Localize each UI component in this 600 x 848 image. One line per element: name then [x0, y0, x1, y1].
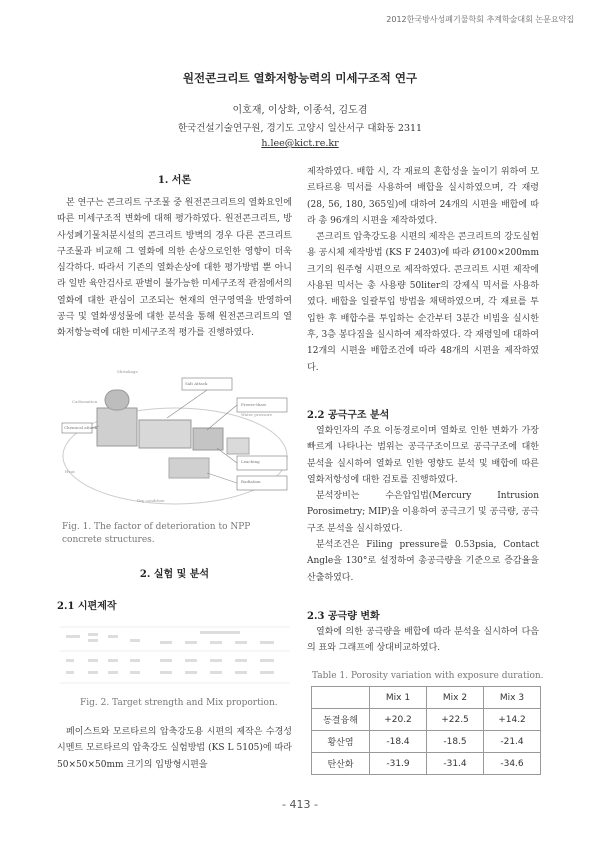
reactor-building-block — [97, 408, 137, 446]
table-cell: 동결융해 — [312, 709, 370, 731]
reactor-dome — [105, 390, 129, 410]
section-porosity-heading: 2.3 공극량 변화 — [307, 611, 380, 622]
intro-text: 본 연구는 콘크리트 구조물 중 원전콘크리트의 열화요인에 따른 미세구조적 변화에 대해 평가하였다. 원전콘크리트, 방사성폐기물처분시설의 콘크리트 방벽의 경우 다른 콘크리트 구조물과 비교해 그 열화에 의한 손상으로인한 영향이 더욱 심각하다. 따라서 기존의 열화손상에 대한 평가방법 뿐 아니라 일반 육안검사로 판별이 불가능한 미세구조적 관점에서의 열화에 대한 관심이 고조되는 현재의 연구영역을 반영하여 공극 및 열화생성물에 대한 분석을 통해 원전콘크리트의 열화저항능력에 대한 미세구조적 평가를 진행하였다. — [57, 198, 292, 339]
specimen-paragraph — [57, 724, 292, 773]
turbine-building-block — [139, 420, 191, 448]
pore-paragraph — [307, 423, 539, 586]
deterioration-diagram-svg — [57, 368, 292, 508]
fig2-faint-cells — [66, 631, 274, 674]
fig1-label-6: Leaching — [241, 459, 260, 464]
pore-text-2: 분석장비는 수은압입법(Mercury Intrusion Porosimetry; MIP)을 이용하여 공극크기 및 공극량, 공극구조 분석을 실시하였다. — [307, 491, 539, 534]
figure-1-diagram — [57, 368, 292, 508]
fig1-label-8: Radiation — [241, 479, 261, 484]
table-row — [312, 731, 541, 753]
intro-paragraph — [57, 195, 292, 342]
table-row — [312, 753, 541, 775]
fig1-label-5: Chemical attack — [64, 425, 97, 430]
section-pore-heading: 2.2 공극구조 분석 — [307, 410, 390, 421]
paper-authors: 이호재, 이상화, 이종석, 김도겸 — [232, 105, 368, 116]
right-paragraph-1 — [307, 164, 539, 376]
fig1-label-9: Dry condition — [137, 498, 165, 503]
fig1-label-1: Salt Attack — [185, 381, 208, 386]
section-intro-heading: 1. 서론 — [157, 175, 192, 186]
fig1-label-4: Water pressure — [241, 412, 273, 417]
table-cell: +22.5 — [427, 709, 484, 731]
figure-1-caption: Fig. 1. The factor of deterioration to NPP concrete structures. — [62, 522, 251, 545]
author-email-link[interactable]: h.lee@kict.re.kr — [261, 138, 339, 149]
aux-building-block — [193, 428, 223, 450]
foundation-block — [169, 458, 209, 478]
arrow-line-4 — [207, 473, 237, 483]
fig1-label-3: Freeze-thaw — [241, 402, 267, 407]
figure-2-caption: Fig. 2. Target strength and Mix proportion. — [80, 698, 278, 708]
paper-title: 원전콘크리트 열화저항능력의 미세구조적 연구 — [182, 71, 418, 85]
right-text-1: 제작하였다. 배합 시, 각 재료의 혼합성을 높이기 위하여 모르타르용 믹서를 사용하여 배합을 실시하였으며, 각 재령 (28, 56, 180, 365일)에 대하여 24개의 시편을 배합에 따라 총 96개의 시편을 제작하였다. — [307, 167, 539, 226]
table-header-cell — [312, 687, 370, 709]
table-row — [312, 709, 541, 731]
table-cell: -21.4 — [484, 731, 541, 753]
table-cell: 황산염 — [312, 731, 370, 753]
fig1-label-0: Shrinkage — [117, 369, 138, 374]
table-cell: -18.5 — [427, 731, 484, 753]
table-cell: +14.2 — [484, 709, 541, 731]
section-experiment-heading: 2. 실험 및 분석 — [139, 569, 210, 580]
table-cell: -18.4 — [370, 731, 427, 753]
porosity-text: 열화에 의한 공극량을 배합에 따라 분석을 실시하여 다음의 표와 그래프에 상대비교하였다. — [307, 627, 539, 654]
porosity-table — [311, 686, 541, 775]
page-number: - 413 - — [282, 798, 318, 811]
table-1-caption: Table 1. Porosity variation with exposure duration. — [312, 671, 544, 681]
table-cell: +20.2 — [370, 709, 427, 731]
porosity-paragraph — [307, 624, 539, 657]
storage-block — [227, 438, 249, 454]
figure-2-table — [60, 625, 290, 685]
fig1-label-2: Carbonation — [72, 399, 98, 404]
fig1-label-7: Heat — [65, 469, 75, 474]
mix-proportion-table-graphic — [60, 625, 290, 685]
pore-text-3: 분석조건은 Filing pressure를 0.53psia, Contact Angle을 130°로 설정하여 총공극량을 기준으로 증감율을 산출하였다. — [307, 540, 539, 583]
table-cell: -31.9 — [370, 753, 427, 775]
table-header-cell: Mix 1 — [370, 687, 427, 709]
table-cell: 탄산화 — [312, 753, 370, 775]
table-header-row — [312, 687, 541, 709]
paper-affiliation: 한국건설기술연구원, 경기도 고양시 일산서구 대화동 2311 — [177, 123, 423, 134]
table-header-cell: Mix 2 — [427, 687, 484, 709]
table-cell: -34.6 — [484, 753, 541, 775]
table-header-cell: Mix 3 — [484, 687, 541, 709]
right-text-2: 콘크리트 압축강도용 시편의 제작은 콘크리트의 강도실험용 공시체 제작방법 (KS F 2403)에 따라 Ø100×200mm크기의 원주형 시편으로 제작하였다. 콘크리트 시편 제작에 사용된 믹서는 총 사용량 50liter의 강제식 믹서를 사용하였다. 배합을 일괄투입 방법을 채택하였으며, 각 재료를 투입한 후 배합수를 투입하는 순간부터 3분간 비빔을 실시한 후, 3층 봉다짐을 실시하여 제작하였다. 각 재령일에 대하여 12개의 시편을 배합조건에 따라 48개의 시편을 제작하였다. — [307, 232, 539, 373]
arrow-line-1 — [167, 390, 207, 418]
arrow-line-2 — [207, 405, 237, 430]
table-cell: -31.4 — [427, 753, 484, 775]
conference-header: 2012한국방사성폐기물학회 추계학술대회 논문요약집 — [386, 15, 574, 24]
specimen-text: 페이스트와 모르타르의 압축강도용 시편의 제작은 수경성 시멘트 모르타르의 압축강도 실험방법 (KS L 5105)에 따라 50×50×50mm 크기의 입방형시편을 — [57, 727, 292, 770]
pore-text-1: 열화인자의 주요 이동경로이며 열화로 인한 변화가 가장 빠르게 나타나는 범위는 공극구조이므로 공극구조에 대한 분석을 실시하여 열화로 인한 영향도 분석 및 배합에 따른 열화저항성에 대한 검토를 진행하였다. — [307, 426, 539, 485]
section-specimen-heading: 2.1 시편제작 — [57, 601, 117, 612]
